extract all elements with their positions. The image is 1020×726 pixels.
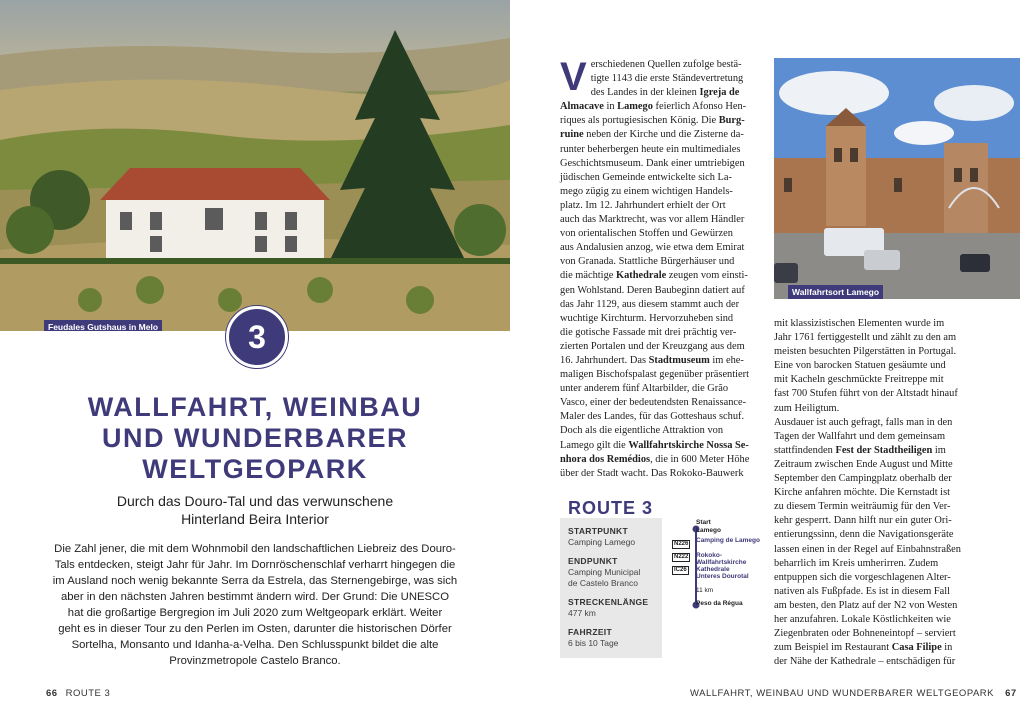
start-value: Camping Lamego — [568, 537, 636, 547]
text-line: die mächtige Kathedrale zeugen vom einsti- — [560, 270, 748, 282]
text-line: 16. Jahrhundert. Das Stadtmuseum im ehe- — [560, 354, 744, 366]
map-stop-church: Rokoko-Wallfahrtskirche — [696, 552, 747, 566]
text-line: September den Campingplatz oberhalb der — [774, 473, 952, 485]
page-number: 66 — [46, 688, 58, 699]
text-line: Maler des Landes, für das Gotteshaus schuf. — [560, 411, 745, 423]
text-column-1 — [560, 55, 770, 481]
title-line: WALLFAHRT, WEINBAU — [87, 392, 423, 422]
text-line: Ausdauer ist auch gefragt, falls man in den — [774, 416, 953, 428]
intro-paragraph — [40, 541, 470, 669]
running-head: WALLFAHRT, WEINBAU UND WUNDERBARER WELTGEOPARK — [690, 688, 994, 699]
text-line: die gotische Fassade mit drei prächtig ver- — [560, 326, 737, 338]
text-line: nativen als Fußpfade. Es ist in diesem Fall — [774, 585, 951, 597]
text-line: am besten, den Platz auf der N2 von Westen — [774, 599, 958, 611]
text-line: unter anderem fünf Altarbilder, die Grão — [560, 383, 729, 395]
landscape-illustration — [0, 0, 510, 331]
map-end: Peso da Régua — [696, 600, 743, 607]
text-line: des Landes in der kleinen Igreja de — [590, 87, 740, 99]
map-stop-douro: Unteres Dourotal — [696, 573, 749, 580]
text-line: Tagen der Wallfahrt und dem gemeinsam — [774, 430, 946, 442]
hero-photo-melo-manor — [0, 0, 510, 331]
text-line: Kirche anfahren möchte. Die Kernstadt ist — [774, 487, 950, 499]
text-line: Doch als die eigentliche Attraktion von — [560, 425, 724, 437]
intro-line: Sortelha, Monsanto und Idanha-a-Velha. Den Schlusspunkt bildet die alte — [71, 639, 439, 651]
text-line: her anzufahren. Lokale Köstlichkeiten wie — [774, 613, 951, 625]
route-box-title: ROUTE 3 — [568, 498, 654, 518]
text-line: Lamego gilt die Wallfahrtskirche Nossa Se- — [560, 439, 749, 451]
chapter-number-badge: 3 — [226, 306, 288, 368]
intro-line: hat die großartige Bergregion im Juli 2020 zum Weltgeopark erklärt. Weiter — [67, 607, 443, 619]
text-line: beharrlich im Kreis umherirren. Zudem — [774, 557, 939, 569]
left-folio — [46, 688, 110, 699]
right-folio — [690, 688, 1017, 699]
chapter-title — [40, 392, 470, 485]
text-line: nhora dos Remédios, die in 600 Meter Höhe — [560, 453, 750, 465]
text-line: Almacave in Lamego feierlich Afonso Hen- — [560, 101, 747, 113]
end-label: ENDPUNKT — [568, 556, 618, 566]
intro-line: Tals entdecken, steigt Jahr für Jahr. Im Dornröschenschlaf verharrt hingegen die — [54, 559, 456, 571]
column-2-lines — [774, 317, 1020, 669]
running-head: ROUTE 3 — [65, 688, 111, 699]
text-line: zum Beispiel im Restaurant Casa Filipe in — [774, 642, 953, 654]
text-line: von orientalischen Stoffen und Gewürzen — [560, 228, 733, 240]
text-line: mit klassizistischen Elementen wurde im — [774, 318, 945, 329]
route-info-box — [560, 518, 662, 658]
length-label: STRECKENLÄNGE — [568, 597, 649, 607]
photo-lamego-cathedral — [774, 58, 1020, 299]
subtitle-line: Durch das Douro-Tal und das verwunschene — [116, 493, 394, 509]
right-page — [510, 0, 1020, 726]
duration-value: 6 bis 10 Tage — [568, 638, 619, 648]
text-line: zu diesem Termin weiträumig für den Ver- — [774, 501, 951, 513]
drop-cap: V — [560, 55, 587, 99]
route-schematic-map — [672, 518, 772, 618]
road-ic26: IC26 — [674, 567, 687, 573]
text-line: entierungssinn, denn die Navigationsgeräte — [774, 529, 954, 541]
text-line: runter beherbergen heute ein multimediales — [560, 143, 741, 155]
text-line: mit Kacheln geschmückte Freitreppe mit — [774, 374, 944, 386]
text-line: gen Wohlstand. Deren Baubeginn datiert auf — [560, 284, 745, 296]
map-stop-camping: Camping de Lamego — [696, 537, 760, 544]
text-line: über der Stadt wacht. Das Rokoko-Bauwerk — [560, 467, 744, 479]
column-1-lines — [560, 55, 770, 481]
road-n226: N226 — [674, 541, 689, 547]
text-line: ruine neben der Kirche und die Zisterne da- — [560, 129, 744, 141]
text-line: entpuppen sich die vorgeschlagenen Alter- — [774, 571, 951, 583]
map-distance: 11 km — [696, 587, 714, 594]
duration-label: FAHRZEIT — [568, 627, 612, 637]
text-line: fast 700 Stufen führt von der Altstadt hinauf — [774, 388, 958, 400]
text-line: riques als portugiesischen König. Die Burg- — [560, 115, 745, 127]
text-line: jüdischen Gemeinde entwickelte sich La- — [560, 171, 732, 183]
text-line: wuchtige Kirchturm. Hervorzuheben sind — [560, 312, 734, 324]
text-line: Jahr 1761 fertiggestellt und zählt zu den am — [774, 332, 957, 344]
text-line: kehr gesperrt. Dann hilft nur ein guter Ori- — [774, 515, 952, 527]
end-value-line: de Castelo Branco — [568, 578, 638, 588]
text-line: platz. Im 12. Jahrhundert erhielt der Ort — [560, 199, 726, 211]
text-line: meisten besuchten Pilgerstätten in Portugal. — [774, 346, 957, 358]
end-value-line: Camping Municipal — [568, 567, 641, 577]
text-line: lassen einen in der Regel auf Einbahnstraßen — [774, 543, 961, 555]
start-label: STARTPUNKT — [568, 526, 628, 536]
chapter-subtitle — [40, 492, 470, 528]
title-line: UND WUNDERBARER — [102, 423, 408, 453]
text-line: stattfindenden Fest der Stadtheiligen im — [774, 444, 946, 456]
intro-line: geht es in dieser Tour zu den Perlen im Osten, darunter die historischen Dörfer — [58, 623, 452, 635]
text-line: Geschichtsmuseum. Dank einer umtriebigen — [560, 157, 745, 169]
title-line: WELTGEOPARK — [142, 454, 368, 484]
intro-line: aber in den nächsten Jahren bestimmt ändern wird. Der Grund: Die UNESCO — [60, 591, 450, 603]
subtitle-line: Hinterland Beira Interior — [181, 511, 329, 527]
text-line: aus Andalusien anzog, wie etwa dem Emirat — [560, 242, 745, 254]
length-value: 477 km — [568, 608, 596, 618]
road-n222: N222 — [674, 554, 689, 560]
text-line: erschiedenen Quellen zufolge bestä- — [590, 59, 742, 70]
map-stop-cathedral: Kathedrale — [696, 566, 730, 573]
text-line: zierten Portalen und der Kreuzgang aus dem — [560, 340, 745, 352]
intro-line: Provinzmetropole Castelo Branco. — [169, 655, 341, 667]
text-column-2 — [774, 317, 1020, 669]
text-line: maligen Bischofspalast gegenüber präsentiert — [560, 369, 749, 381]
text-line: der Nähe der Kathedrale – entschädigen für — [774, 656, 956, 668]
text-line: tigte 1143 die erste Ständevertretung — [590, 73, 744, 85]
text-line: Eine von barocken Statuen gesäumte und — [774, 360, 946, 372]
intro-line: im Ausland noch wenig bekannte Serra da Estrela, das Sternengebirge, was sich — [52, 575, 458, 587]
lamego-illustration — [774, 58, 1020, 299]
photo-caption: Wallfahrtsort Lamego — [788, 285, 883, 299]
text-line: mego zügig zu einem wichtigen Handels- — [560, 185, 733, 197]
text-line: Ziegenbraten oder Bohneneintopf – serviert — [774, 628, 956, 640]
text-line: Zeitraum zwischen Ende August und Mitte — [774, 458, 953, 470]
map-start: Start — [696, 519, 711, 526]
text-line: auch das Marktrecht, was vor allem Händler — [560, 214, 745, 226]
text-line: von Granada. Stattliche Bürgerhäuser und — [560, 256, 735, 268]
map-start-place: Lamego — [696, 527, 721, 534]
text-line: Vasco, einer der bedeutendsten Renaissance- — [560, 397, 747, 409]
page-number: 67 — [1005, 688, 1017, 699]
hero-caption: Feudales Gutshaus in Melo — [44, 320, 162, 331]
intro-line: Die Zahl jener, die mit dem Wohnmobil den landschaftlichen Liebreiz des Douro- — [54, 543, 456, 555]
text-line: zum Heiligtum. — [774, 402, 840, 414]
text-line: das Jahr 1129, aus diesem stammt auch der — [560, 298, 740, 310]
